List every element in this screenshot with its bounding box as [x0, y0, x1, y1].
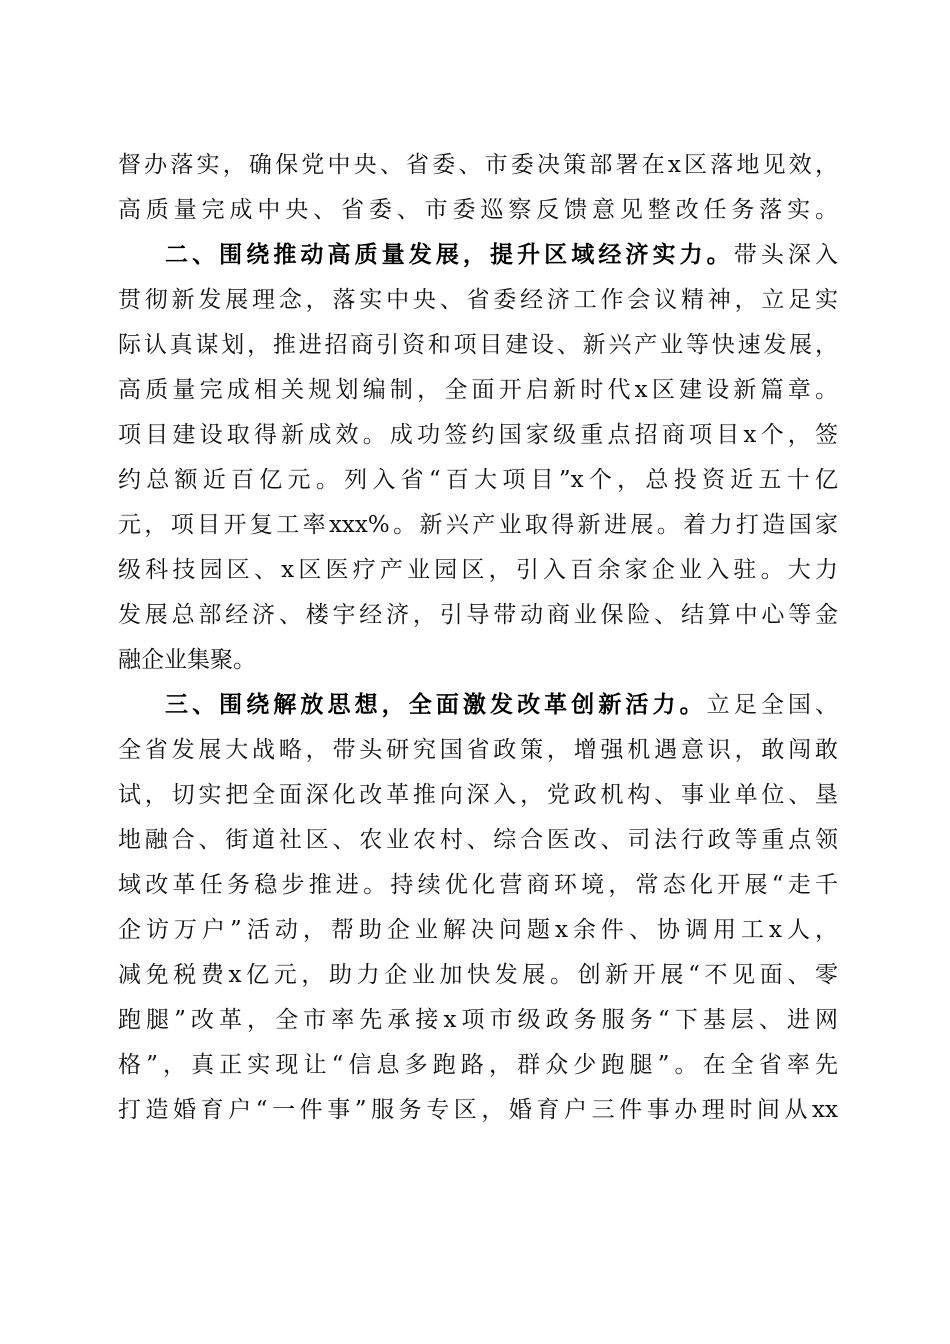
text-line: 级科技园区、x区医疗产业园区，引入百余家企业入驻。大力 — [118, 557, 838, 583]
section-heading-line: 三、围绕解放思想，全面激发改革创新活力。立足全国、 — [165, 692, 839, 718]
text-line: 地融合、街道社区、农业农村、综合医改、司法行政等重点领 — [118, 827, 838, 853]
text-line: 元，项目开复工率xxx%。新兴产业取得新进展。着力打造国家 — [118, 512, 838, 538]
text-line: 贯彻新发展理念，落实中央、省委经济工作会议精神，立足实 — [118, 287, 838, 313]
text-line: 发展总部经济、楼宇经济，引导带动商业保险、结算中心等金 — [118, 602, 838, 628]
text-line: 督办落实，确保党中央、省委、市委决策部署在x区落地见效， — [118, 152, 838, 178]
text-line: 打造婚育户“一件事”服务专区，婚育户三件事办理时间从xx — [118, 1097, 838, 1123]
text-line: 企访万户”活动，帮助企业解决问题x余件、协调用工x人， — [118, 917, 838, 943]
text-line: 减免税费x亿元，助力企业加快发展。创新开展“不见面、零 — [118, 962, 838, 988]
text-line: 约总额近百亿元。列入省“百大项目”x个，总投资近五十亿 — [118, 467, 838, 493]
text-line: 融企业集聚。 — [118, 647, 256, 673]
text-line: 高质量完成相关规划编制，全面开启新时代x区建设新篇章。 — [118, 377, 838, 403]
text-line: 际认真谋划，推进招商引资和项目建设、新兴产业等快速发展， — [118, 332, 838, 358]
section-heading: 二、围绕推动高质量发展，提升区域经济实力。 — [165, 242, 734, 268]
text-line: 全省发展大战略，带头研究国省政策，增强机遇意识，敢闯敢 — [118, 737, 838, 763]
text-line: 高质量完成中央、省委、市委巡察反馈意见整改任务落实。 — [118, 197, 838, 223]
section-heading: 三、围绕解放思想，全面激发改革创新活力。 — [165, 692, 707, 718]
text-line: 跑腿”改革，全市率先承接x项市级政务服务“下基层、进网 — [118, 1007, 838, 1033]
text-line: 域改革任务稳步推进。持续优化营商环境，常态化开展“走千 — [118, 872, 838, 898]
text-line: 格”，真正实现让“信息多跑路，群众少跑腿”。在全省率先 — [118, 1052, 838, 1078]
section-heading-line: 二、围绕推动高质量发展，提升区域经济实力。带头深入 — [165, 242, 839, 268]
text-line: 项目建设取得新成效。成功签约国家级重点招商项目x个，签 — [118, 422, 838, 448]
text-line: 试，切实把全面深化改革推向深入，党政机构、事业单位、垦 — [118, 782, 838, 808]
